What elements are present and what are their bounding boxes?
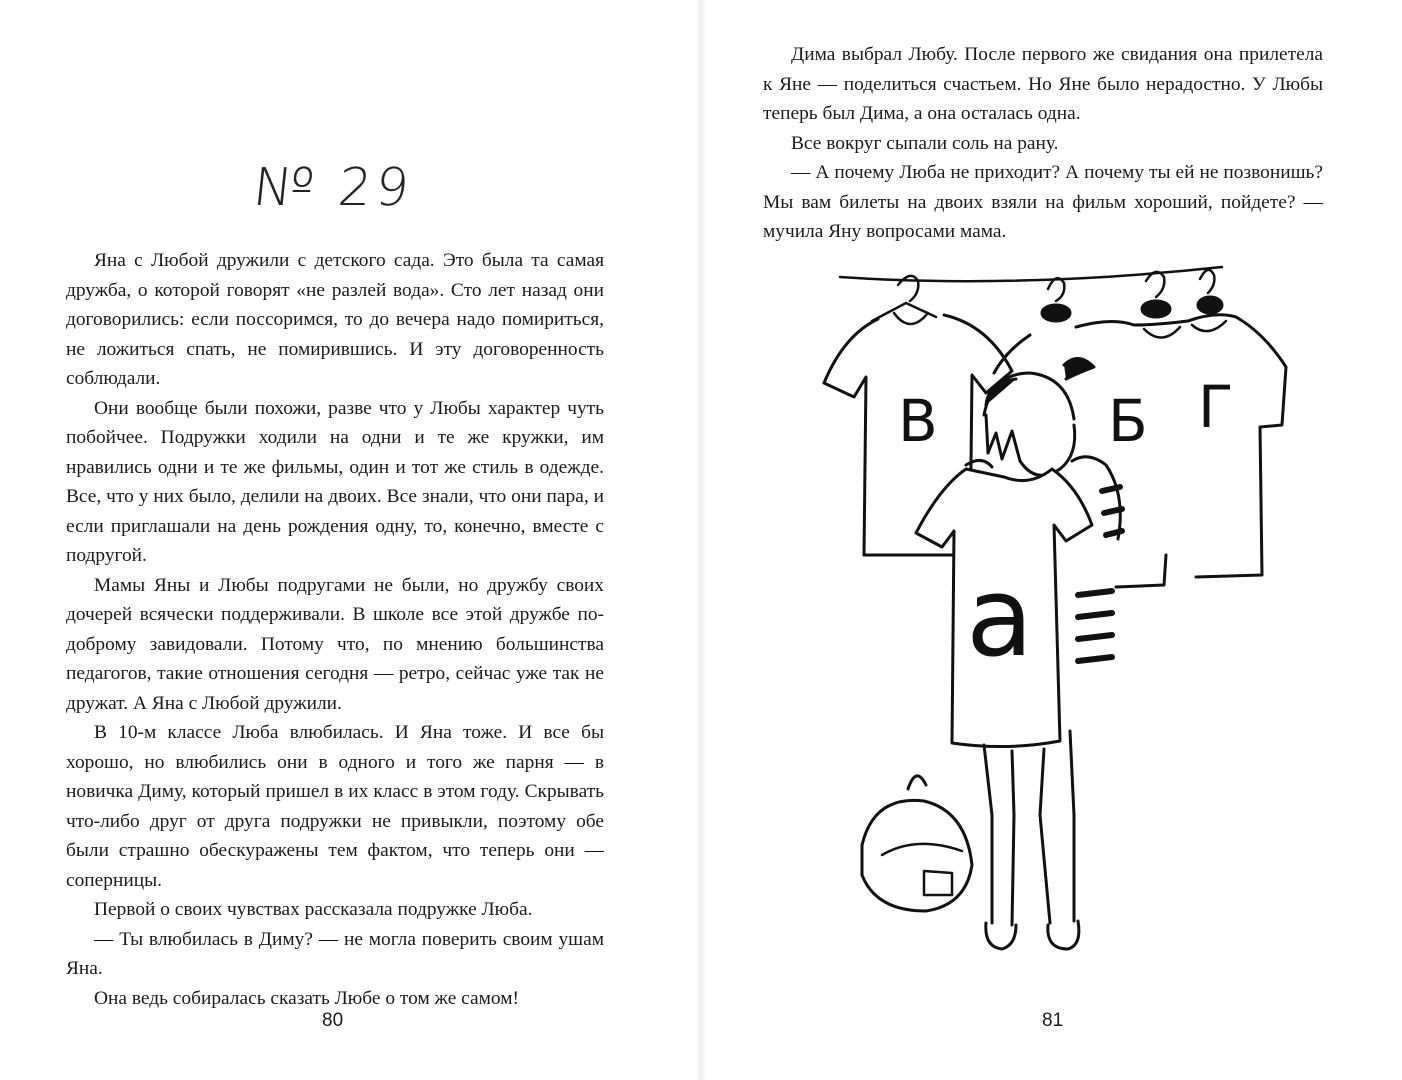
page-number-left: 80 xyxy=(322,1010,344,1031)
hanger-hook xyxy=(1198,297,1222,313)
right-page-body xyxy=(763,40,1323,247)
paragraph: — А почему Люба не приходит? А почему ты ей не позвонишь? Мы вам билеты на двоих взяли на фильм хороший, пойдете? — мучила Яну вопросами мама. xyxy=(763,162,1323,242)
paragraph: Яна с Любой дружили с детского сада. Это была та самая дружба, о которой говорят «не разлей вода». Сто лет назад они договорились: если поссоримся, то до вечера надо помириться, не ложиться спать, не помирившись. И эту договоренность соблюдали. xyxy=(66,250,604,389)
paragraph: Они вообще были похожи, разве что у Любы характер чуть побойчее. Подружки ходили на одни и те же кружки, им нравились одни и те же фильмы, один и тот же стиль в одежде. Все, что у них было, делили на двоих. Все знали, что они пара, и если приглашали на день рождения одну, то, конечно, вместе с подругой. xyxy=(66,397,604,566)
paragraph: Мамы Яны и Любы подругами не были, но дружбу своих дочерей всячески поддерживали. В школе все этой дружбе по-доброму завидовали. Потому что, по мнению большинства педагогов, такие отношения сегодня — ретро, сейчас уже так не дружат. А Яна с Любой дружили. xyxy=(66,574,604,714)
paragraph: В 10-м классе Люба влюбилась. И Яна тоже. И все бы хорошо, но влюбились они в одного и того же парня — в новичка Диму, который пришел в их класс в этом году. Скрывать что-либо друг от друга подружки не привыкли, поэтому обе были страшно обескуражены тем фактом, что теперь они — соперницы. xyxy=(66,722,604,891)
paragraph: Первой о своих чувствах рассказала подружке Люба. xyxy=(94,899,533,920)
paragraph: Дима выбрал Любу. После первого же свидания она прилетела к Яне — поделиться счастьем. Но Яне было нерадостно. У Любы теперь был Дима, а она осталась одна. xyxy=(763,44,1323,124)
held-shirt-letter-a: а xyxy=(966,553,1034,681)
page-number-right: 81 xyxy=(1042,1010,1064,1031)
right-page xyxy=(706,0,1402,1080)
hanger-hook xyxy=(1042,305,1070,321)
hanger-hook xyxy=(1142,301,1170,317)
backpack xyxy=(862,776,972,911)
held-shirt-a xyxy=(916,469,1092,747)
paragraph: Все вокруг сыпали соль на рану. xyxy=(791,132,1059,154)
hanger xyxy=(1200,270,1214,293)
chapter-title: № 29 xyxy=(250,158,416,218)
girl-with-shirts-illustration xyxy=(816,255,1296,975)
paragraph: — Ты влюбилась в Диму? — не могла поверить своим ушам Яна. xyxy=(66,928,604,979)
left-page-body xyxy=(66,246,604,1013)
paragraph: Она ведь собиралась сказать Любе о том же самом! xyxy=(94,987,519,1009)
shirt-letter-b: Б xyxy=(1108,387,1148,455)
shirt-letter-v: В xyxy=(898,387,938,455)
girl-legs xyxy=(984,731,1079,949)
shirt-letter-g: Г xyxy=(1198,373,1234,441)
hanger xyxy=(1146,272,1164,297)
book-gutter xyxy=(696,0,706,1080)
left-page xyxy=(0,0,696,1080)
hanger xyxy=(1048,278,1064,301)
